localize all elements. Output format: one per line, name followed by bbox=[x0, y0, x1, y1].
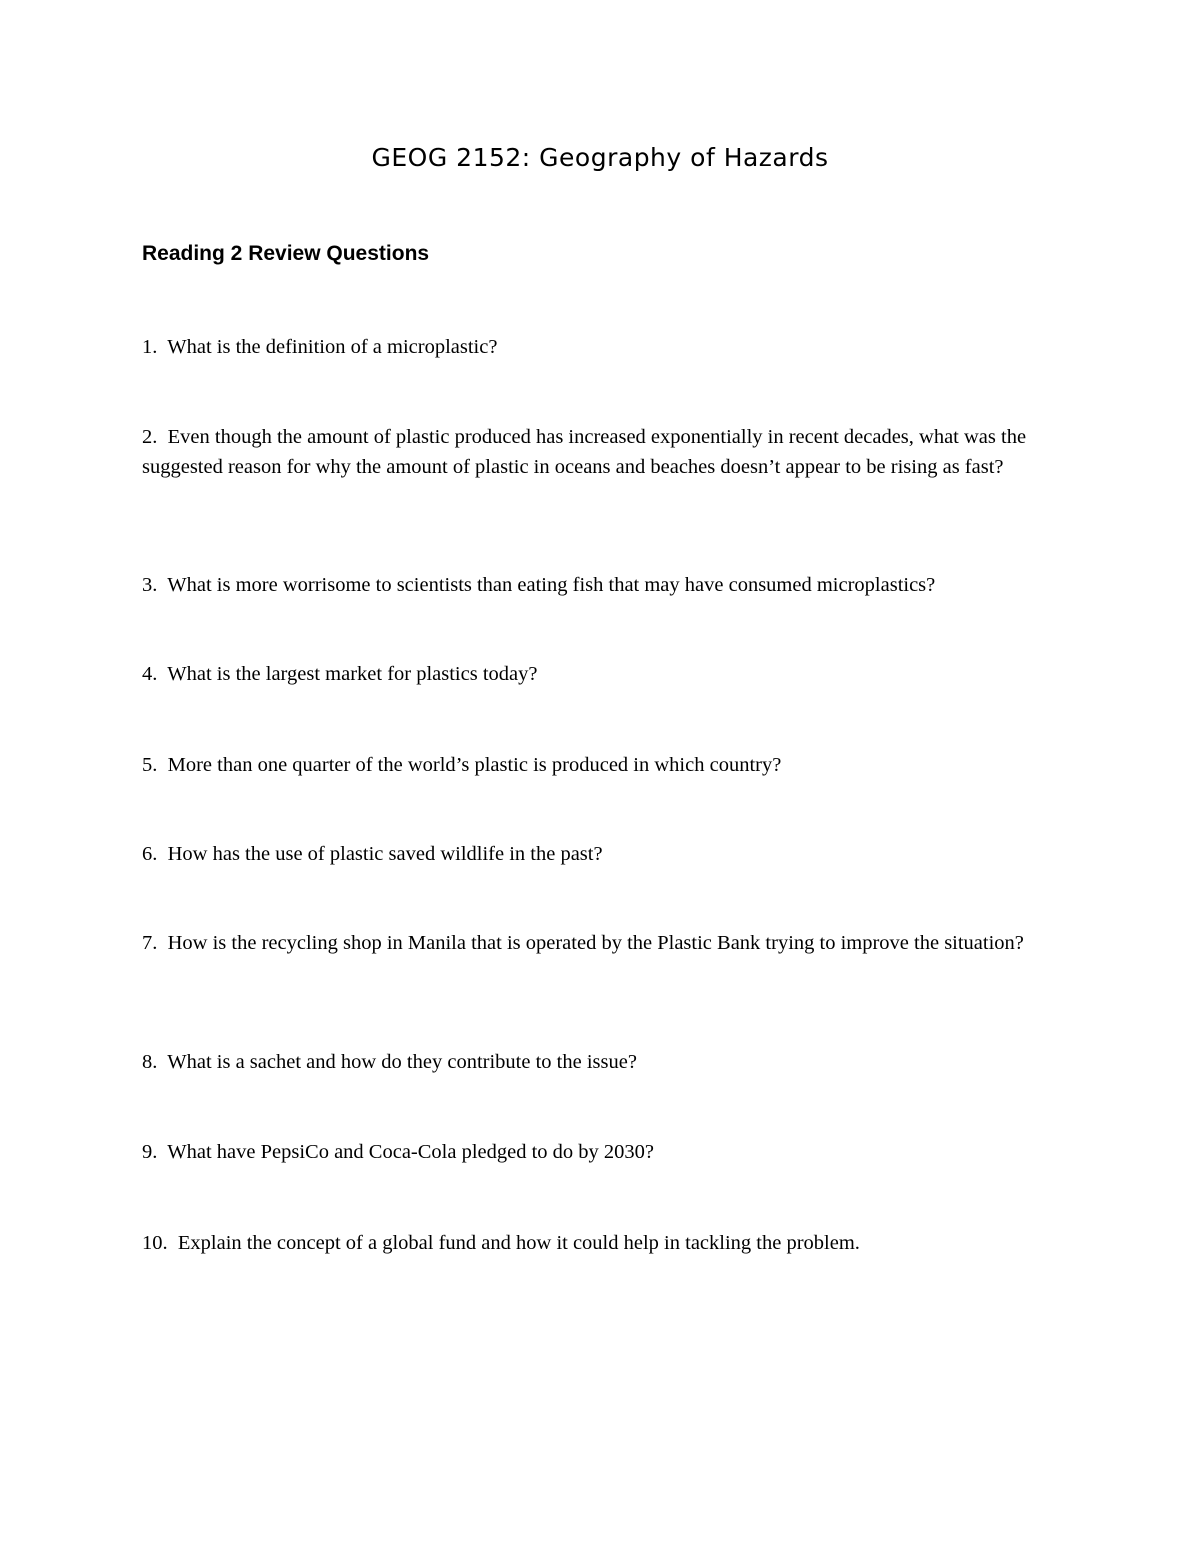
question-text: Even though the amount of plastic produced has increased exponentially in recent decades, what was the suggested reason for why the amount of plastic in oceans and beaches doesn’t appear to be rising as fast? bbox=[142, 426, 1027, 478]
question-text: What is the definition of a microplastic? bbox=[167, 336, 498, 358]
question-number: 2. bbox=[142, 426, 158, 448]
question-9 bbox=[142, 1138, 1072, 1168]
question-text: What is the largest market for plastics today? bbox=[167, 663, 538, 685]
question-5 bbox=[142, 751, 1072, 781]
question-2 bbox=[142, 423, 1072, 482]
question-number: 6. bbox=[142, 843, 158, 865]
question-number: 7. bbox=[142, 932, 158, 954]
question-10 bbox=[142, 1229, 1072, 1259]
question-3 bbox=[142, 571, 1072, 601]
question-number: 5. bbox=[142, 754, 158, 776]
question-text: More than one quarter of the world’s plastic is produced in which country? bbox=[167, 754, 782, 776]
question-number: 9. bbox=[142, 1141, 158, 1163]
question-number: 10. bbox=[142, 1232, 168, 1254]
section-heading: Reading 2 Review Questions bbox=[142, 242, 430, 265]
question-1 bbox=[142, 333, 1072, 363]
question-text: What is a sachet and how do they contribute to the issue? bbox=[167, 1051, 637, 1073]
question-number: 4. bbox=[142, 663, 158, 685]
question-8 bbox=[142, 1048, 1072, 1078]
question-7 bbox=[142, 929, 1072, 959]
question-text: Explain the concept of a global fund and how it could help in tackling the problem. bbox=[177, 1232, 860, 1254]
question-text: What is more worrisome to scientists than eating fish that may have consumed microplastics? bbox=[167, 574, 936, 596]
question-number: 1. bbox=[142, 336, 158, 358]
question-text: How is the recycling shop in Manila that is operated by the Plastic Bank trying to improve the situation? bbox=[167, 932, 1024, 954]
question-4 bbox=[142, 660, 1072, 690]
question-text: What have PepsiCo and Coca-Cola pledged to do by 2030? bbox=[167, 1141, 655, 1163]
question-number: 8. bbox=[142, 1051, 158, 1073]
question-text: How has the use of plastic saved wildlife in the past? bbox=[167, 843, 603, 865]
question-number: 3. bbox=[142, 574, 158, 596]
document-title: GEOG 2152: Geography of Hazards bbox=[371, 143, 829, 172]
question-6 bbox=[142, 840, 1072, 870]
